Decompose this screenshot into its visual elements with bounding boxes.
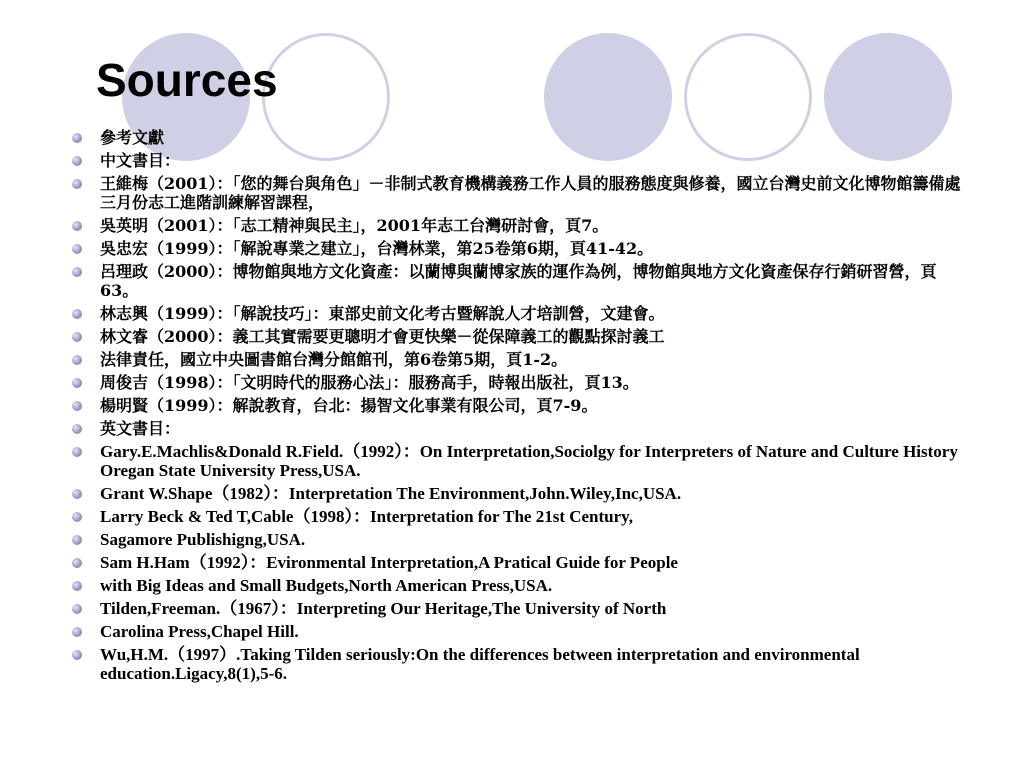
bullet-icon xyxy=(72,424,82,434)
bullet-icon xyxy=(72,604,82,614)
list-item-text: Larry Beck & Ted T,Cable（1998）：Interpretation for The 21st Century, xyxy=(100,507,633,526)
bullet-icon xyxy=(72,179,82,189)
bullet-icon xyxy=(72,221,82,231)
bullet-icon xyxy=(72,650,82,660)
list-item-text: Wu,H.M.（1997）.Taking Tilden seriously:On the differences between interpretation and environmental education.Ligacy,8(1),5-6. xyxy=(100,645,860,683)
list-item-text: 參考文獻 xyxy=(100,128,165,147)
list-item-text: 法律責任，國立中央圖書館台灣分館館刊，第6卷第5期，頁1-2。 xyxy=(100,350,568,369)
list-item xyxy=(72,622,962,641)
list-item xyxy=(72,576,962,595)
sources-list xyxy=(72,128,962,687)
list-item xyxy=(72,174,962,212)
list-item-text: Carolina Press,Chapel Hill. xyxy=(100,622,299,641)
list-item-text: Sam H.Ham（1992）：Evironmental Interpretation,A Pratical Guide for People xyxy=(100,553,678,572)
list-item-text: Sagamore Publishigng,USA. xyxy=(100,530,306,549)
list-item xyxy=(72,304,962,323)
list-item-text: Gary.E.Machlis&Donald R.Field.（1992）：On Interpretation,Sociolgy for Interpreters of Nature and Culture History Oregan State University Press,USA. xyxy=(100,442,958,480)
list-item xyxy=(72,553,962,572)
bullet-icon xyxy=(72,332,82,342)
bullet-icon xyxy=(72,512,82,522)
list-item-text: 林文睿（2000）：義工其實需要更聰明才會更快樂－從保障義工的觀點探討義工 xyxy=(100,327,665,346)
list-item xyxy=(72,396,962,415)
list-item xyxy=(72,599,962,618)
bullet-icon xyxy=(72,581,82,591)
bullet-icon xyxy=(72,156,82,166)
list-item xyxy=(72,128,962,147)
bullet-icon xyxy=(72,558,82,568)
slide-title: Sources xyxy=(96,54,278,106)
list-item-text: 周俊吉（1998）：「文明時代的服務心法」：服務高手，時報出版社，頁13。 xyxy=(100,373,639,392)
bullet-icon xyxy=(72,244,82,254)
bullet-icon xyxy=(72,355,82,365)
list-item xyxy=(72,484,962,503)
bullet-icon xyxy=(72,627,82,637)
list-item xyxy=(72,442,962,480)
bullet-icon xyxy=(72,535,82,545)
list-item xyxy=(72,373,962,392)
list-item xyxy=(72,507,962,526)
list-item-text: 王維梅（2001）：「您的舞台與角色」－非制式教育機構義務工作人員的服務態度與修養，國立台灣史前文化博物館籌備處三月份志工進階訓練解習課程， xyxy=(100,174,961,212)
list-item xyxy=(72,262,962,300)
list-item-text: 吳忠宏（1999）：「解說專業之建立」，台灣林業，第25卷第6期，頁41-42。 xyxy=(100,239,654,258)
list-item-text: 吳英明（2001）：「志工精神與民主」，2001年志工台灣研討會，頁7。 xyxy=(100,216,609,235)
list-item-text: 呂理政（2000）：博物館與地方文化資產：以蘭博與蘭博家族的運作為例，博物館與地方文化資產保存行銷研習營，頁63。 xyxy=(100,262,937,300)
list-item xyxy=(72,530,962,549)
bullet-icon xyxy=(72,378,82,388)
list-item xyxy=(72,419,962,438)
list-item-text: 楊明賢（1999）：解說教育，台北：揚智文化事業有限公司，頁7-9。 xyxy=(100,396,598,415)
list-item-text: with Big Ideas and Small Budgets,North American Press,USA. xyxy=(100,576,553,595)
bullet-icon xyxy=(72,267,82,277)
bullet-icon xyxy=(72,489,82,499)
bullet-icon xyxy=(72,401,82,411)
bullet-icon xyxy=(72,133,82,143)
list-item-text: 英文書目： xyxy=(100,419,181,438)
list-item xyxy=(72,151,962,170)
list-item-text: Grant W.Shape（1982）：Interpretation The Environment,John.Wiley,Inc,USA. xyxy=(100,484,682,503)
list-item xyxy=(72,216,962,235)
list-item-text: 林志興（1999）：「解說技巧」：東部史前文化考古暨解說人才培訓營，文建會。 xyxy=(100,304,665,323)
list-item xyxy=(72,239,962,258)
list-item xyxy=(72,645,962,683)
list-item xyxy=(72,327,962,346)
bullet-icon xyxy=(72,309,82,319)
list-item xyxy=(72,350,962,369)
list-item-text: Tilden,Freeman.（1967）：Interpreting Our Heritage,The University of North xyxy=(100,599,667,618)
list-item-text: 中文書目： xyxy=(100,151,181,170)
bullet-icon xyxy=(72,447,82,457)
